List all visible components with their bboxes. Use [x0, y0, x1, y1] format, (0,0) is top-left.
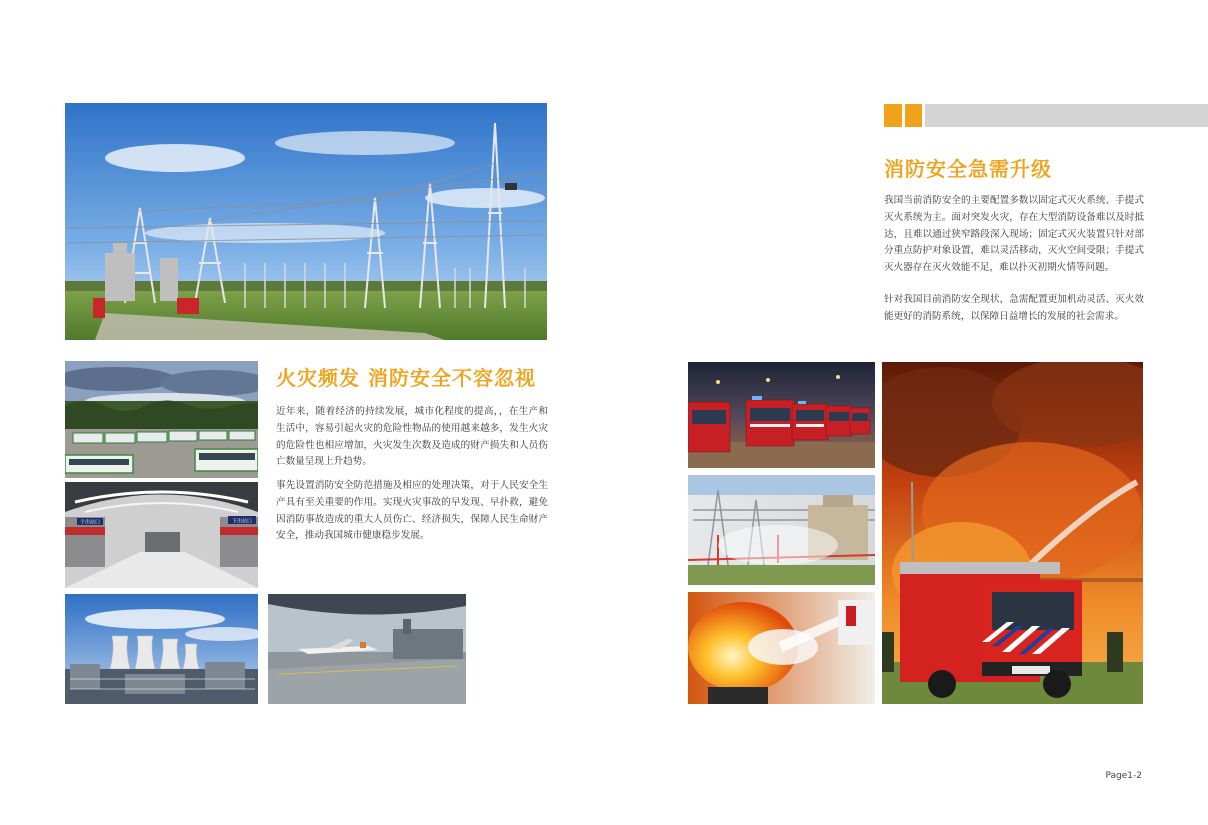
- water-mist-photo: [688, 475, 875, 585]
- substation-photo: [65, 103, 547, 340]
- subway-station-photo: [65, 482, 258, 588]
- right-paragraph-1: 我国当前消防安全的主要配置多数以固定式灭火系统、手提式灭火系统为主。面对突发火灾，存在大型消防设备难以及时抵达，且难以通过狭窄路段深入现场；固定式灭火装置只针对部分重点防护对象设置，难以灵活移动，灭火空间受限；手提式灭火器存在灭火效能不足，难以扑灭初期火情等问题。: [884, 195, 1144, 274]
- power-plant-photo: [65, 594, 258, 704]
- fire-engine-blaze-photo: [882, 362, 1143, 704]
- left-paragraph-2: 事先设置消防安全防范措施及相应的处理决策，对于人民安全生产具有至关重要的作用。实现火灾事故的早发现、早扑救，避免因消防事故造成的重大人员伤亡、经济损失，保障人民生命财产安全，推动我国城市健康稳步发展。: [276, 480, 548, 542]
- accent-square-2: [905, 104, 922, 127]
- header-gray-bar: [925, 104, 1208, 127]
- right-paragraph-2: 针对我国目前消防安全现状，急需配置更加机动灵活、灭火效能更好的消防系统，以保障日益增长的发展的社会需求。: [884, 294, 1144, 322]
- accent-square-1: [884, 104, 902, 127]
- page-number: Page1-2: [1105, 771, 1142, 781]
- right-heading: 消防安全急需升级: [884, 157, 1052, 181]
- exit-sign-right: 下出站口: [231, 518, 253, 525]
- fire-trucks-night-photo: [688, 362, 875, 468]
- left-paragraph-1: 近年来，随着经济的持续发展，城市化程度的提高，，在生产和生活中，容易引起火灾的危险性物品的使用越来越多，发生火灾的危险性也相应增加，火灾发生次数及造成的财产损失和人员伤亡数量呈现上升趋势。: [276, 406, 548, 468]
- fire-extinguisher-photo: [688, 592, 875, 704]
- left-heading: 火灾频发 消防安全不容忽视: [276, 366, 536, 390]
- bus-depot-photo: [65, 361, 258, 478]
- airport-apron-photo: [268, 594, 466, 704]
- exit-sign-left: 个出站口: [79, 519, 101, 526]
